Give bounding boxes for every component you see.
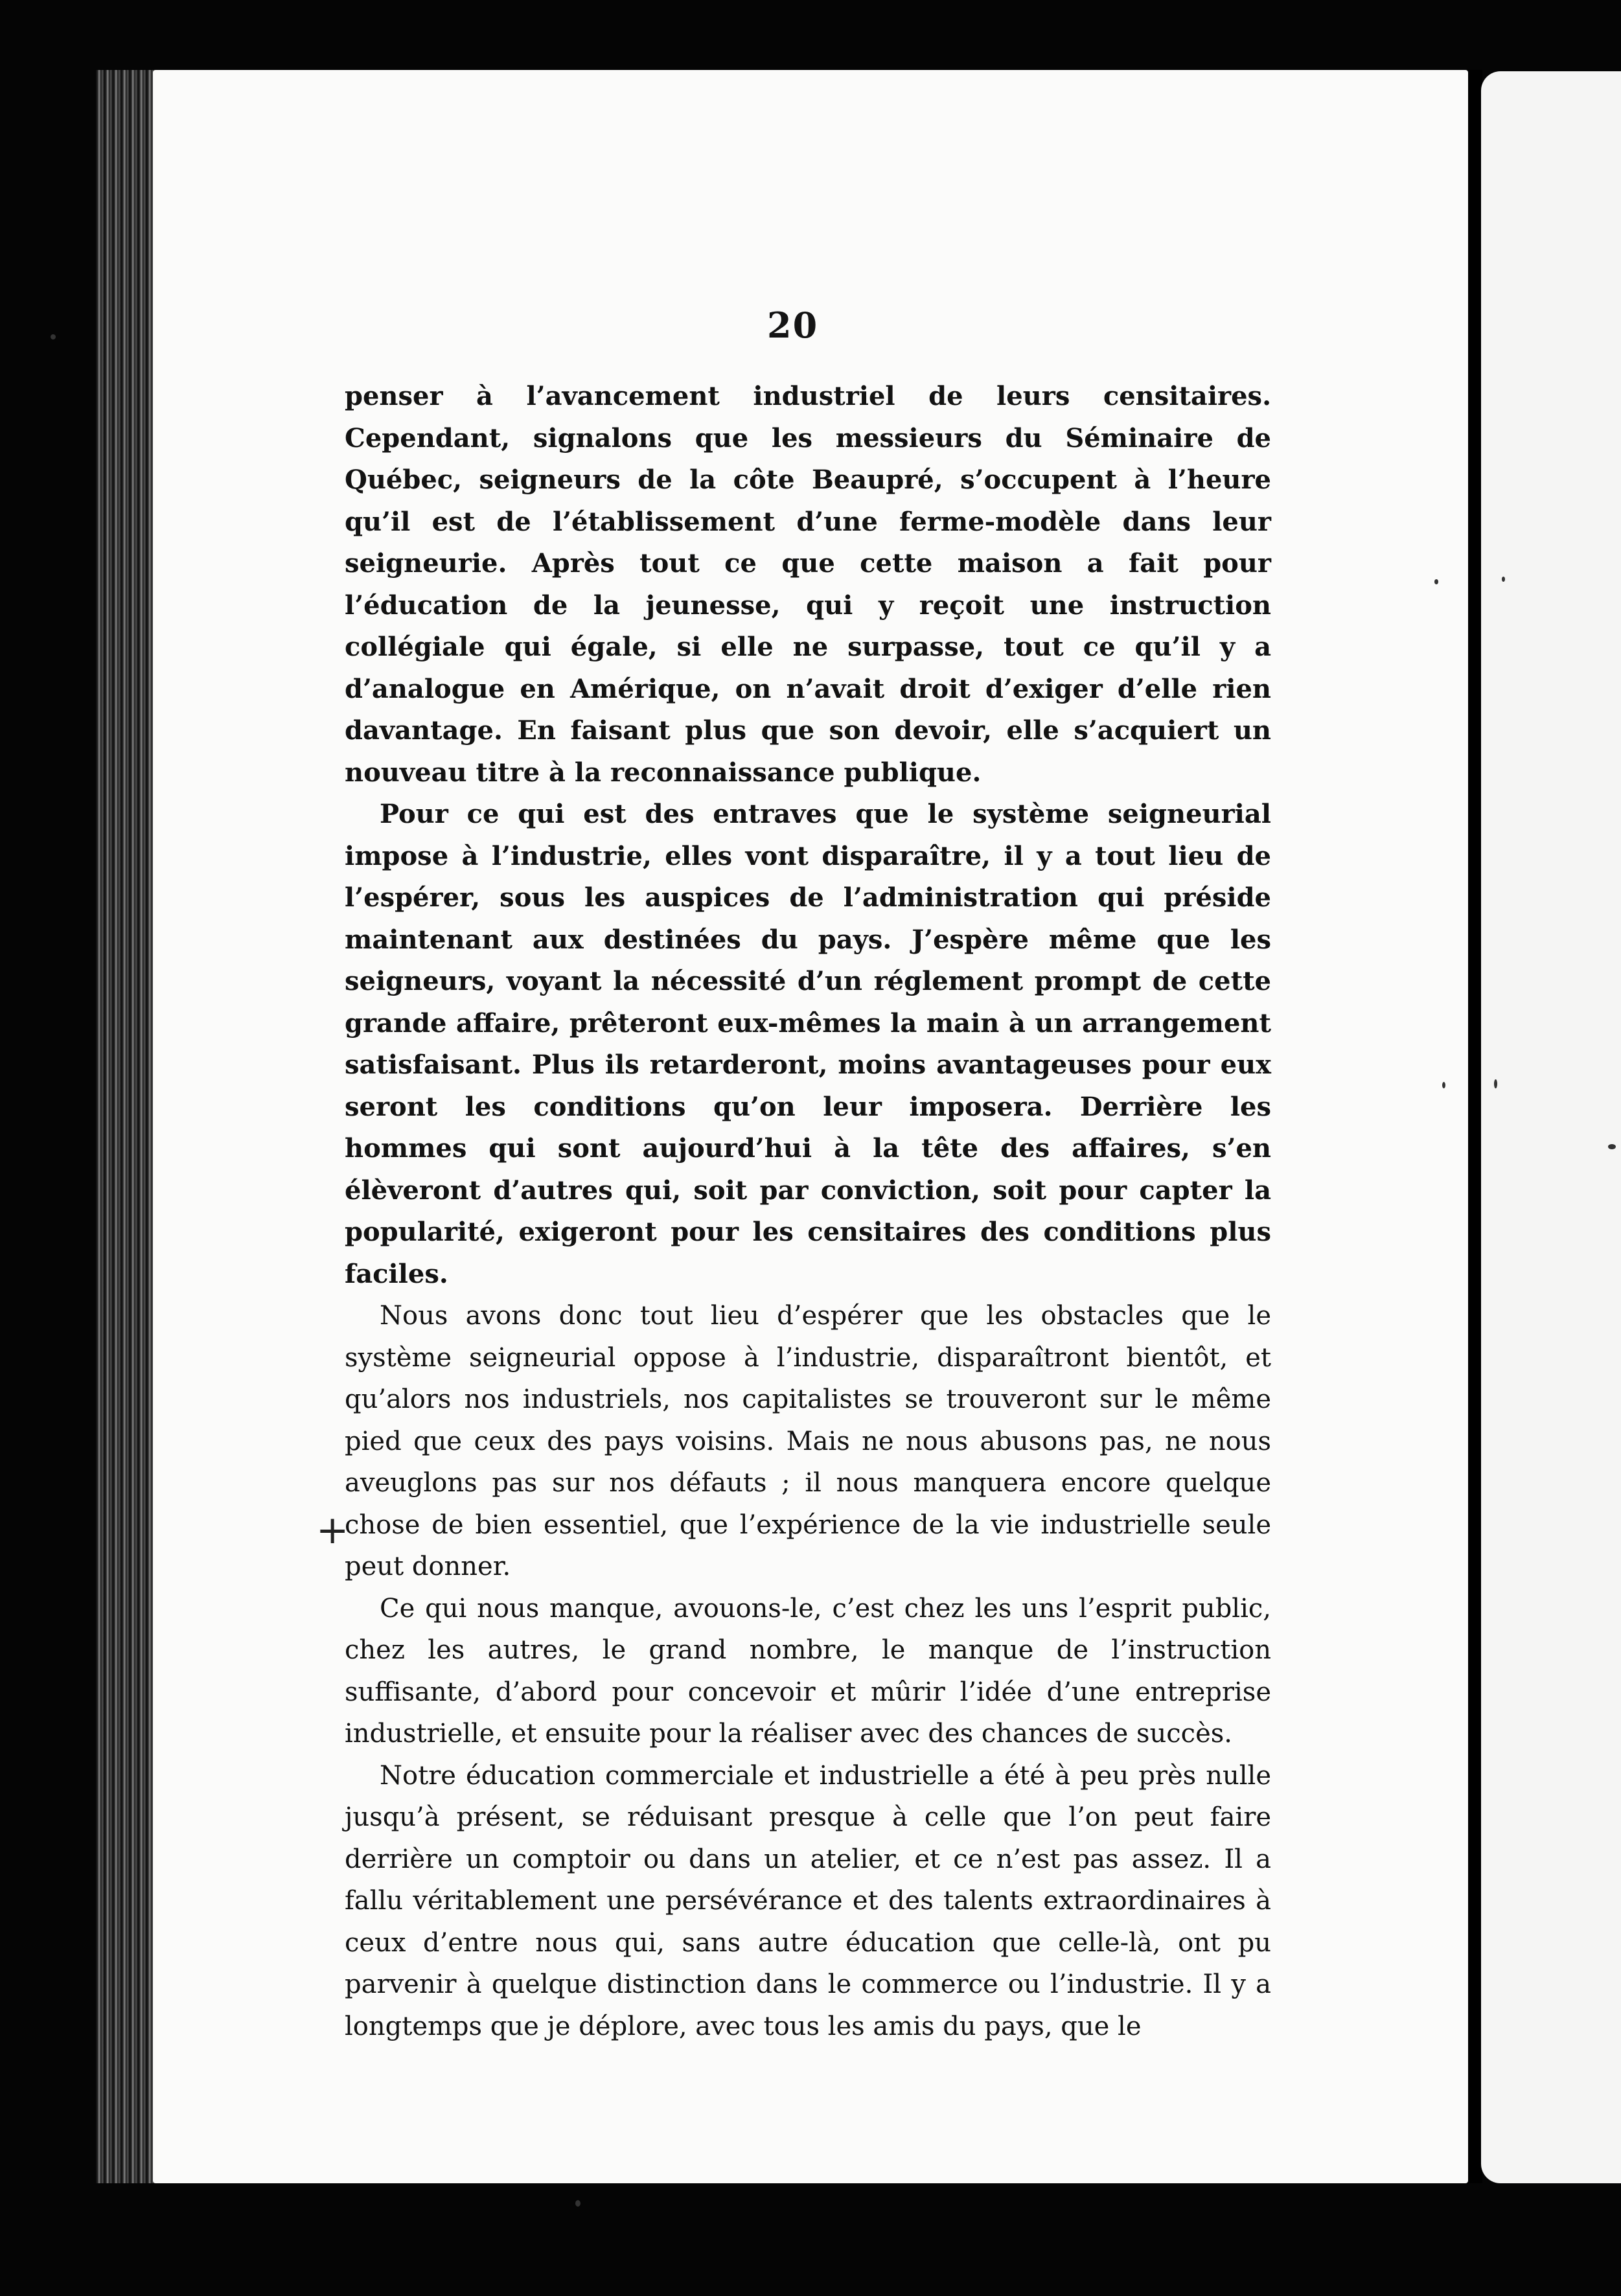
- margin-cross-mark: +: [316, 1508, 349, 1553]
- book-page-edges: [96, 70, 158, 2183]
- gutter-shadow: [1468, 70, 1482, 2183]
- body-text: [345, 376, 1271, 2047]
- scan-speck: [1494, 1079, 1497, 1088]
- paragraph-4: Ce qui nous manque, avouons-le, c’est chez les uns l’esprit public, chez les autres, le grand nombre, le manque de l’instruction suffisante, d’abord pour concevoir et mûrir l’idée d’une entreprise industrielle, et ensuite pour la réaliser avec des chances de succès.: [345, 1593, 1271, 1749]
- scan-speck: [1502, 577, 1505, 582]
- scan-speck: [1434, 579, 1438, 584]
- paragraph-1: penser à l’avancement industriel de leurs censitaires. Cependant, signalons que les messieurs du Séminaire de Québec, seigneurs de la côte Beaupré, s’occupent à l’heure qu’il est de l’établissement d’une ferme-modèle dans leur seigneurie. Après tout ce que cette maison a fait pour l’éducation de la jeunesse, qui y reçoit une instruction collégiale qui égale, si elle ne surpasse, tout ce qu’il y a d’analogue en Amérique, on n’avait droit d’exiger d’elle rien davantage. En faisant plus que son devoir, elle s’acquiert un nouveau titre à la reconnaissance publique.: [345, 381, 1271, 788]
- scan-speck: [1608, 1144, 1616, 1149]
- facing-page-edge: [1481, 71, 1621, 2183]
- scan-speck: [575, 2200, 581, 2207]
- paragraph-2: Pour ce qui est des entraves que le système seigneurial impose à l’industrie, elles vont disparaître, il y a tout lieu de l’espérer, sous les auspices de l’administration qui préside maintenant aux destinées du pays. J’espère même que les seigneurs, voyant la nécessité d’un réglement prompt de cette grande affaire, prêteront eux-mêmes la main à un arrangement satisfaisant. Plus ils retarderont, moins avantageuses pour eux seront les conditions qu’on leur imposera. Derrière les hommes qui sont aujourd’hui à la tête des affaires, s’en élèveront d’autres qui, soit par conviction, soit pour capter la popularité, exigeront pour les censitaires des conditions plus faciles.: [345, 799, 1271, 1289]
- scan-speck: [51, 334, 56, 339]
- paragraph-5: Notre éducation commerciale et industrielle a été à peu près nulle jusqu’à présent, se réduisant presque à celle que l’on peut faire derrière un comptoir ou dans un atelier, et ce n’est pas assez. Il a fallu véritablement une persévérance et des talents extraordinaires à ceux d’entre nous qui, sans autre éducation que celle-là, ont pu parvenir à quelque distinction dans le commerce ou l’industrie. Il y a longtemps que je déplore, avec tous les amis du pays, que le: [345, 1760, 1271, 2041]
- page-number: 20: [767, 304, 819, 346]
- paragraph-3: Nous avons donc tout lieu d’espérer que les obstacles que le système seigneurial oppose à l’industrie, disparaîtront bientôt, et qu’alors nos industriels, nos capitalistes se trouveront sur le même pied que ceux des pays voisins. Mais ne nous abusons pas, ne nous aveuglons pas sur nos défauts ; il nous manquera encore quelque chose de bien essentiel, que l’expérience de la vie industrielle seule peut donner.: [345, 1301, 1271, 1581]
- scan-speck: [1442, 1082, 1445, 1088]
